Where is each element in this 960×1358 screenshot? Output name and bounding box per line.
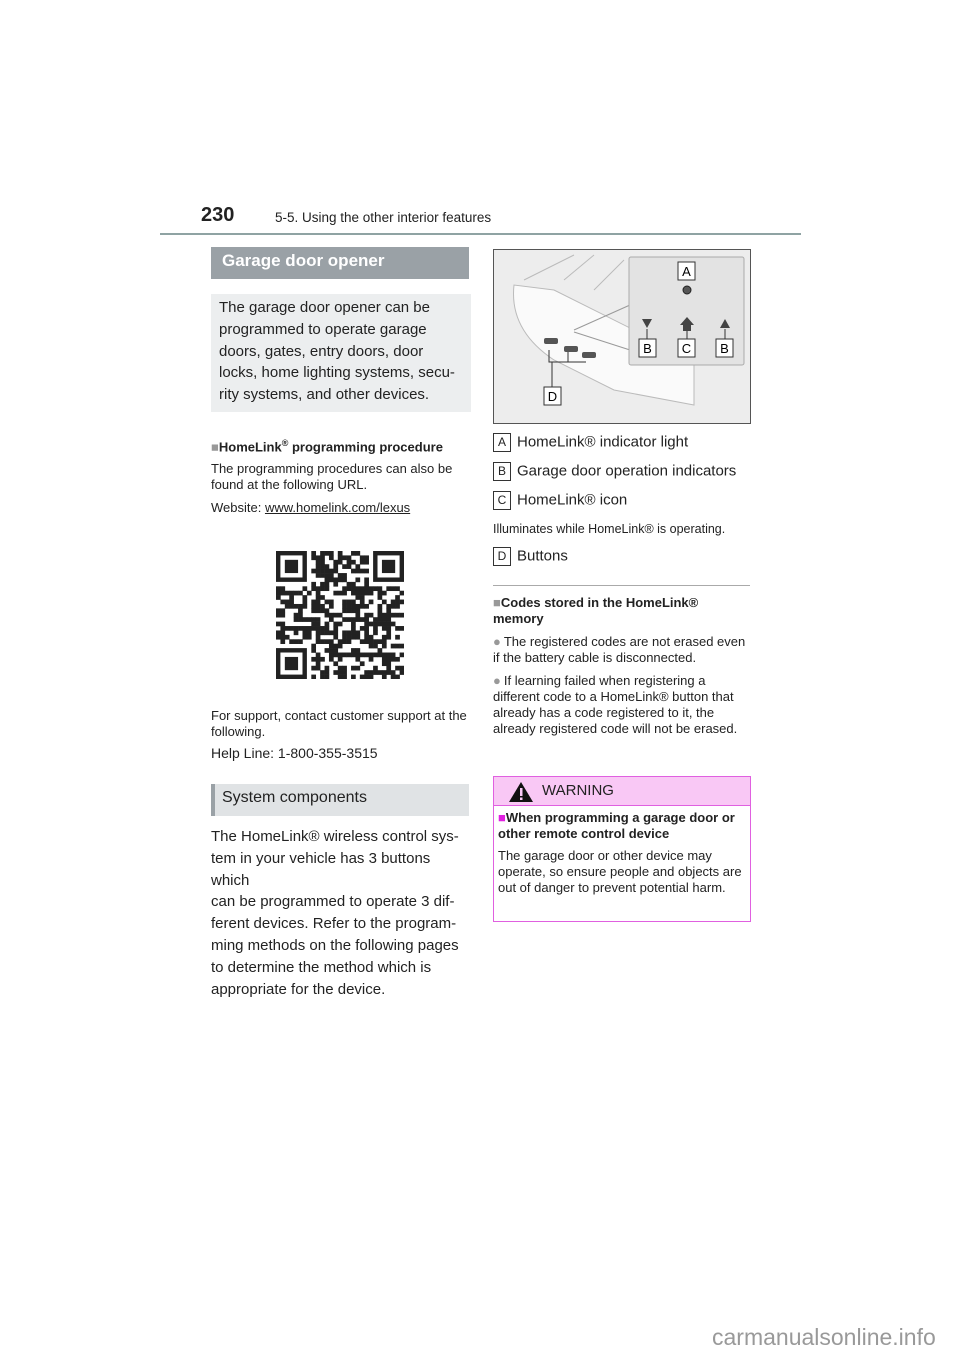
website-link[interactable]: www.homelink.com/lexus: [264, 500, 411, 515]
legend-d: D Buttons: [493, 547, 568, 566]
warning-subheading: ■When programming a garage door or other remote control device: [498, 810, 735, 841]
legend-b: B Garage door operation indicators: [493, 462, 736, 481]
section-title: 5-5. Using the other interior features: [275, 210, 492, 225]
intro-line: programmed to operate garage: [219, 320, 427, 338]
warning-box: [493, 776, 751, 922]
legend-c: C HomeLink® icon: [493, 491, 627, 510]
intro-line: doors, gates, entry doors, door: [219, 342, 424, 360]
svg-text:B: B: [720, 341, 729, 356]
website-line: Website: www.homelink.com/lexus: [211, 500, 411, 515]
bullet-item: ● The registered codes are not erased even if the battery cable is disconnected.: [493, 634, 746, 665]
help-line: Help Line: 1-800-355-3515: [211, 745, 378, 761]
button-1: [544, 338, 558, 344]
warning-title: WARNING: [542, 782, 614, 799]
button-3: [582, 352, 596, 358]
support-text: For support, contact customer support at the following.: [211, 708, 467, 739]
homelink-figure: [493, 249, 751, 424]
intro-line: The garage door opener can be: [219, 299, 430, 316]
svg-text:B: B: [643, 341, 652, 356]
legend-a: A HomeLink® indicator light: [493, 433, 688, 452]
indicator-light-icon: [683, 286, 691, 294]
programming-text: The programming procedures can also be found at the following URL.: [211, 461, 453, 492]
watermark: carmanualsonline.info: [712, 1324, 936, 1350]
heading-garage-door-opener: Garage door opener: [211, 247, 469, 279]
header-rule: [160, 233, 801, 235]
subheading-programming: ■HomeLink® programming procedure: [211, 438, 443, 455]
svg-text:A: A: [682, 264, 691, 279]
divider: [493, 585, 750, 586]
qr-code[interactable]: [276, 551, 404, 679]
svg-text:D: D: [547, 389, 558, 404]
subheading-codes: ■Codes stored in the HomeLink® memory: [493, 595, 699, 626]
heading-system-components: System components: [211, 784, 469, 816]
button-2: [564, 346, 578, 352]
warning-triangle-icon: [508, 781, 534, 803]
warning-header: [494, 777, 750, 806]
system-components-text: The HomeLink® wireless control sys- tem in your vehicle has 3 buttons which can be programmed to operate 3 dif- ferent devices. Refer to the program- ming methods on the following pages to determine the method which is appropriate for the device.: [211, 828, 459, 998]
page-number: 230: [201, 204, 235, 226]
legend-c-note: Illuminates while HomeLink® is operating.: [493, 522, 726, 536]
intro-box: [211, 294, 471, 412]
intro-line: rity systems, and other devices.: [219, 386, 430, 404]
bullet-item: ● If learning failed when registering a different code to a HomeLink® button that already has a code registered to it, the already registered code will not be erased.: [493, 673, 738, 736]
intro-line: locks, home lighting systems, secu-: [219, 364, 455, 382]
svg-text:C: C: [681, 341, 692, 356]
warning-text: The garage door or other device may operate, so ensure people and objects are out of danger to prevent potential harm.: [498, 848, 742, 895]
